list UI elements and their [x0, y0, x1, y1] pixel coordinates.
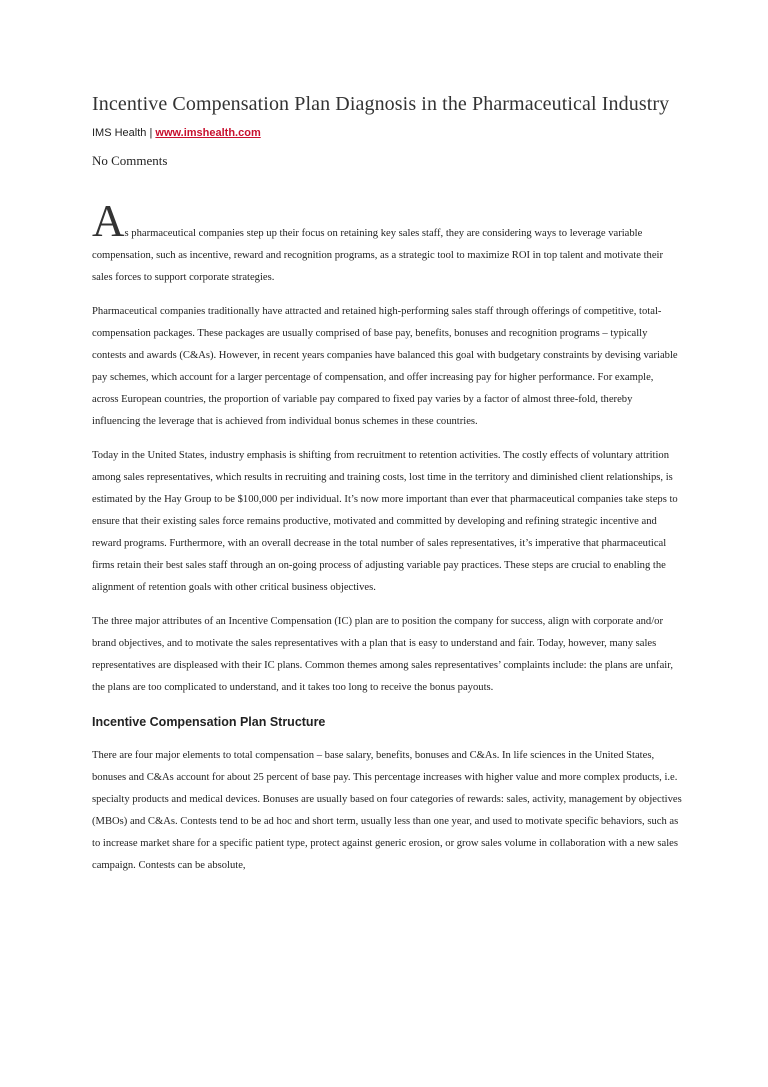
section-paragraph: There are four major elements to total compensation – base salary, benefits, bonuses and C&As. In life sciences in the United States, bonuses and C&As account for about 25 percent of base pay. This percentage increases with higher value and more complex products, i.e. specialty products and medical devices. Bonuses are usually based on four categories of rewards: sales, activity, management by objectives (MBOs) and C&As. Contests tend to be ad hoc and short term, usually less than one year, and used to motivate specific behaviors, such as to increase market share for a specific patient type, protect against generic erosion, or grow sales volume in collaboration with a new sales campaign. Contests can be absolute,	[92, 750, 682, 871]
paragraph-1-text: s pharmaceutical companies step up their focus on retaining key sales staff, they are considering ways to leverage variable compensation, such as incentive, reward and recognition programs, as a strategic tool to maximize ROI in top talent and motivate their sales forces to support corporate strategies.	[92, 228, 664, 283]
drop-cap: A	[92, 196, 125, 246]
section-heading: Incentive Compensation Plan Structure	[92, 715, 326, 729]
paragraph-1	[92, 196, 682, 289]
document-page	[92, 92, 682, 877]
paragraph-4: The three major attributes of an Incentive Compensation (IC) plan are to position the company for success, align with corporate and/or brand objectives, and to motivate the sales representatives with a plan that is easy to understand and fair. Today, however, many sales representatives are displeased with their IC plans. Common themes among sales representatives’ complaints include: the plans are unfair, the plans are too complicated to understand, and it takes too long to receive the bonus payouts.	[92, 616, 673, 693]
comments-count: No Comments	[92, 153, 168, 168]
paragraph-3: Today in the United States, industry emphasis is shifting from recruitment to retention activities. The costly effects of voluntary attrition among sales representatives, which results in recruiting and training costs, lost time in the territory and diminished client relationships, is estimated by the Hay Group to be $100,000 per individual. It’s now more important than ever that pharmaceutical companies take steps to ensure that their existing sales force remains productive, motivated and committed by developing and refining strategic incentive and reward programs. Furthermore, with an overall decrease in the total number of sales representatives, it’s imperative that pharmaceutical firms retain their best sales staff through an on-going process of adjusting variable pay practices. These steps are crucial to enabling the alignment of retention goals with other critical business objectives.	[92, 450, 678, 593]
article-title: Incentive Compensation Plan Diagnosis in the Pharmaceutical Industry	[92, 93, 670, 115]
source-link[interactable]: www.imshealth.com	[155, 127, 261, 139]
article-source	[92, 126, 682, 140]
paragraph-2: Pharmaceutical companies traditionally have attracted and retained high-performing sales staff through offerings of competitive, total-compensation packages. These packages are usually comprised of base pay, benefits, bonuses and recognition programs – typically contests and awards (C&As). However, in recent years companies have balanced this goal with budgetary constraints by devising variable pay schemes, which account for a larger percentage of compensation, and offer increasing pay for higher performance. For example, across European countries, the proportion of variable pay compared to fixed pay varies by a factor of almost three-fold, thereby influencing the leverage that is achieved from individual bonus schemes in these countries.	[92, 306, 678, 427]
source-name: IMS Health |	[92, 127, 156, 139]
